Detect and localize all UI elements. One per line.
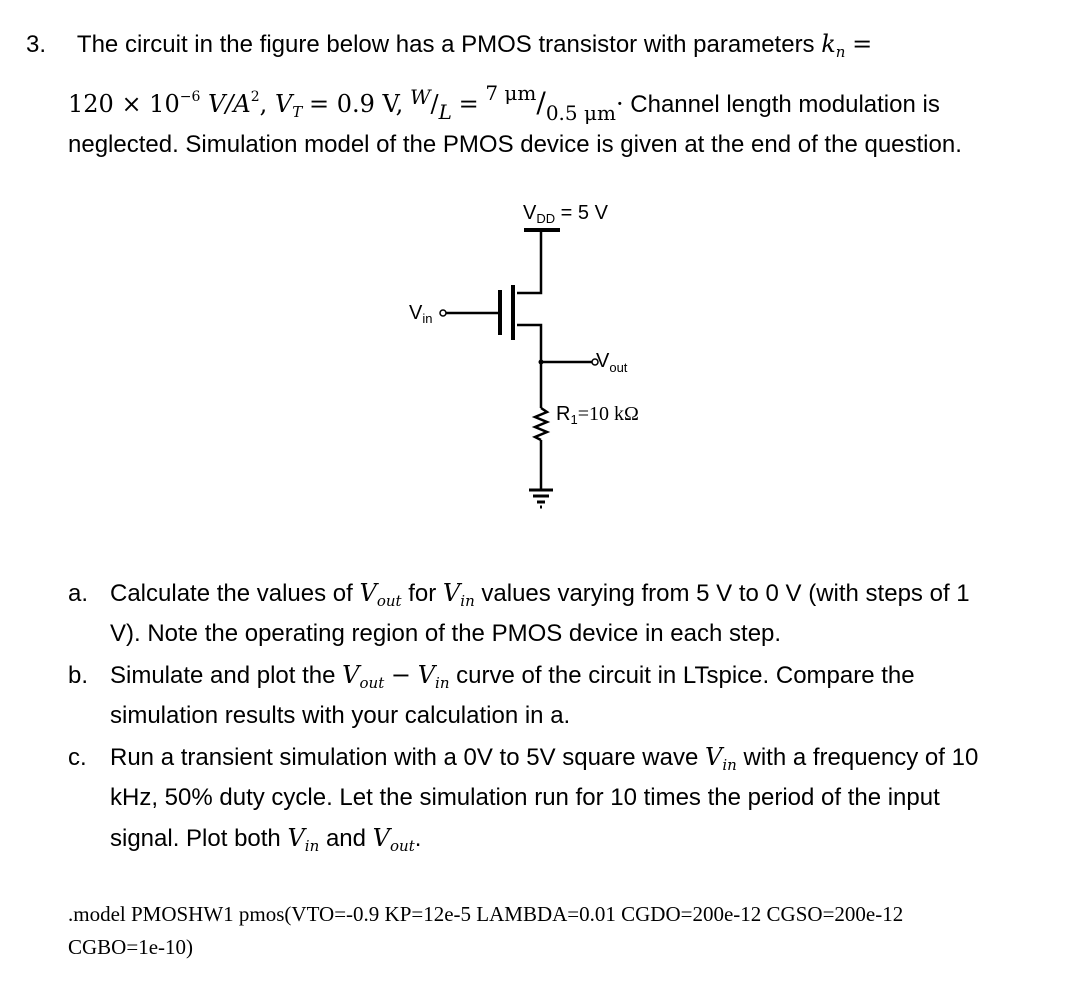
- kn-equals: =: [852, 30, 873, 58]
- resistor-r1: [535, 408, 547, 440]
- part-a-line-2: V). Note the operating region of the PMOS device in each step.: [110, 620, 782, 647]
- part-a-line-1: a. Calculate the values of $V_{out}$ for $V_{in}$ values varying from 5 V to 0 V (with steps of 1: [68, 579, 970, 610]
- drain-wire: [517, 325, 541, 408]
- r1-label: $R_1=10$ kΩ: [556, 403, 639, 427]
- model-line-2: CGBO=1e-10): [68, 935, 193, 959]
- part-c-line-3: signal. Plot both $V_{in}$ and $V_{out}$.: [110, 824, 422, 855]
- kn-symbol: $k_n$: [821, 30, 846, 61]
- part-a-marker: a.: [68, 580, 89, 607]
- kn-value: $120 \times 10^{-6}$ $V/A^2$: [68, 89, 260, 118]
- vout-symbol: $V_{out}$: [372, 824, 415, 855]
- vin-symbol: $V_{in}$: [442, 579, 475, 610]
- vin-terminal: [440, 310, 446, 316]
- vdd-label: $V_{DD} = 5$ V: [523, 202, 608, 226]
- vin-symbol: $V_{in}$: [417, 661, 450, 692]
- ground-icon: [529, 490, 553, 507]
- source-wire: [517, 230, 541, 293]
- wl-ratio: $^W/_L$: [409, 85, 452, 124]
- part-c-line-1: c. Run a transient simulation with a 0V to 5V square wave $V_{in}$ with a frequency of 10: [68, 743, 979, 774]
- vt-value: = 0.9 V,: [308, 90, 404, 118]
- question-text-2: Channel length modulation is: [630, 91, 940, 118]
- question-line-2: $120 \times 10^{-6}$ $V/A^2$, $V_T = 0.9$ V, $^W/_L = ^{7 \mu m}/_{0.5 \mu m}\cdot$ Channel length modulation is: [68, 81, 940, 125]
- wl-equals: =: [458, 90, 479, 118]
- wl-value: $^{7 \mu m}/_{0.5 \mu m}\cdot$: [485, 81, 624, 125]
- vin-label: $V_{in}$: [409, 302, 433, 326]
- vin-symbol: $V_{in}$: [705, 743, 737, 774]
- part-c-line-2: kHz, 50% duty cycle. Let the simulation run for 10 times the period of the input: [110, 784, 940, 811]
- vout-label: $V_{out}$: [596, 350, 628, 375]
- vout-symbol: $V_{out}$: [342, 661, 385, 692]
- vt-symbol: $V_T$: [274, 90, 303, 121]
- part-b-marker: b.: [68, 662, 89, 689]
- part-b-line-2: simulation results with your calculation in a.: [110, 702, 571, 729]
- question-text-3: neglected. Simulation model of the PMOS device is given at the end of the question.: [68, 131, 962, 158]
- vin-symbol: $V_{in}$: [287, 824, 320, 855]
- model-line-1: .model PMOSHW1 pmos(VTO=-0.9 KP=12e-5 LAMBDA=0.01 CGDO=200e-12 CGSO=200e-12: [68, 902, 904, 926]
- part-c-marker: c.: [68, 744, 87, 771]
- vout-symbol: $V_{out}$: [359, 579, 402, 610]
- part-b-line-1: b. Simulate and plot the $V_{out} - V_{in}$ curve of the circuit in LTspice. Compare the: [68, 661, 915, 692]
- question-number: 3.: [26, 31, 47, 58]
- question-text-1: The circuit in the figure below has a PMOS transistor with parameters: [76, 31, 815, 58]
